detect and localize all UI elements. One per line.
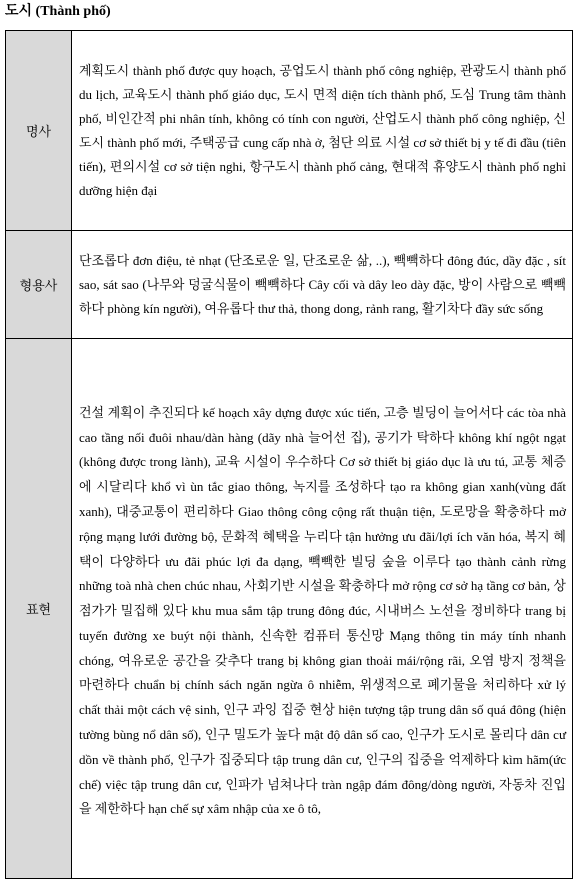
row-label-expressions: 표현 xyxy=(6,339,72,879)
row-label-nouns: 명사 xyxy=(6,31,72,231)
row-content-expressions: 건설 계획이 추진되다 kế hoạch xây dựng được xúc tiến, 고층 빌딩이 늘어서다 các tòa nhà cao tầng nối đuôi nhau/dàn hàng (dãy nhà 늘어선 집), 공기가 탁하다 không khí ngột ngạt (không được trong lành), 교육 시설이 우수하다 Cơ sở thiết bị giáo dục là ưu tú, 교통 체증에 시달리다 khổ vì ùn tắc giao thông, 녹지를 조성하다 tạo ra không gian xanh(vùng đất xanh), 대중교통이 편리하다 Giao thông công cộng rất thuận tiện, 도로망을 확충하다 mở rộng mạng lưới đường bộ, 문화적 혜택을 누리다 tận hưởng ưu đãi/lợi ích văn hóa, 복지 혜택이 다양하다 ưu đãi phúc lợi đa dạng, 빽빽한 빌딩 숲을 이루다 tạo thành cảnh rừng những toà nhà chen chúc nhau, 사회기반 시설을 확충하다 mở rộng cơ sở hạ tầng cơ bản, 상점가가 밀집해 있다 khu mua sắm tập trung đông đúc, 시내버스 노선을 정비하다 trang bị tuyến đường xe buýt nội thành, 신속한 컴퓨터 통신망 Mạng thông tin máy tính nhanh chóng, 여유로운 공간을 갖추다 trang bị không gian thoải mái/rộng rãi, 오염 방지 정책을 마련하다 chuẩn bị chính sách ngăn ngừa ô nhiễm, 위생적으로 폐기물을 처리하다 xử lý chất thải một cách vệ sinh, 인구 과잉 집중 현상 hiện tượng tập trung dân số quá đông (hiện tường bùng nổ dân số), 인구 밀도가 높다 mật độ dân số cao, 인구가 도시로 몰리다 dân cư dồn về thành phố, 인구가 집중되다 tập trung dân cư, 인구의 집중을 억제하다 kìm hãm(ức chế) việc tập trung dân cư, 인파가 넘쳐나다 tràn ngập đám đông/dòng người, 자동차 진입을 제한하다 hạn chế sự xâm nhập của xe ô tô, xyxy=(72,339,573,879)
section-heading: 도시 (Thành phố) xyxy=(5,4,111,19)
row-content-nouns: 계획도시 thành phố được quy hoạch, 공업도시 thành phố công nghiệp, 관광도시 thành phố du lịch, 교육도시 thành phố giáo dục, 도시 면적 diện tích thành phố, 도심 Trung tâm thành phố, 비인간적 phi nhân tính, không có tính con người, 산업도시 thành phố công nghiệp, 신도시 thành phố mới, 주택공급 cung cấp nhà ở, 첨단 의료 시설 cơ sở thiết bị y tế đi đầu (tiên tiến), 편의시설 cơ sở tiện nghi, 항구도시 thành phố cảng, 현대적 휴양도시 thành phố nghỉ dưỡng hiện đại xyxy=(72,31,573,231)
table-row-adjectives xyxy=(6,231,573,339)
row-label-adjectives: 형용사 xyxy=(6,231,72,339)
vocabulary-table xyxy=(5,30,573,879)
table-row-nouns xyxy=(6,31,573,231)
table-row-expressions xyxy=(6,339,573,879)
row-content-adjectives: 단조롭다 đơn điệu, tẻ nhạt (단조로운 일, 단조로운 삶, ..), 빽빽하다 đông đúc, dầy đặc , sít sao, sát sao (나무와 덩굴식물이 빽빽하다 Cây cối và dây leo dày đặc, 방이 사람으로 빽빽하다 phòng kín người), 여유롭다 thư thả, thong dong, rảnh rang, 활기차다 đầy sức sống xyxy=(72,231,573,339)
